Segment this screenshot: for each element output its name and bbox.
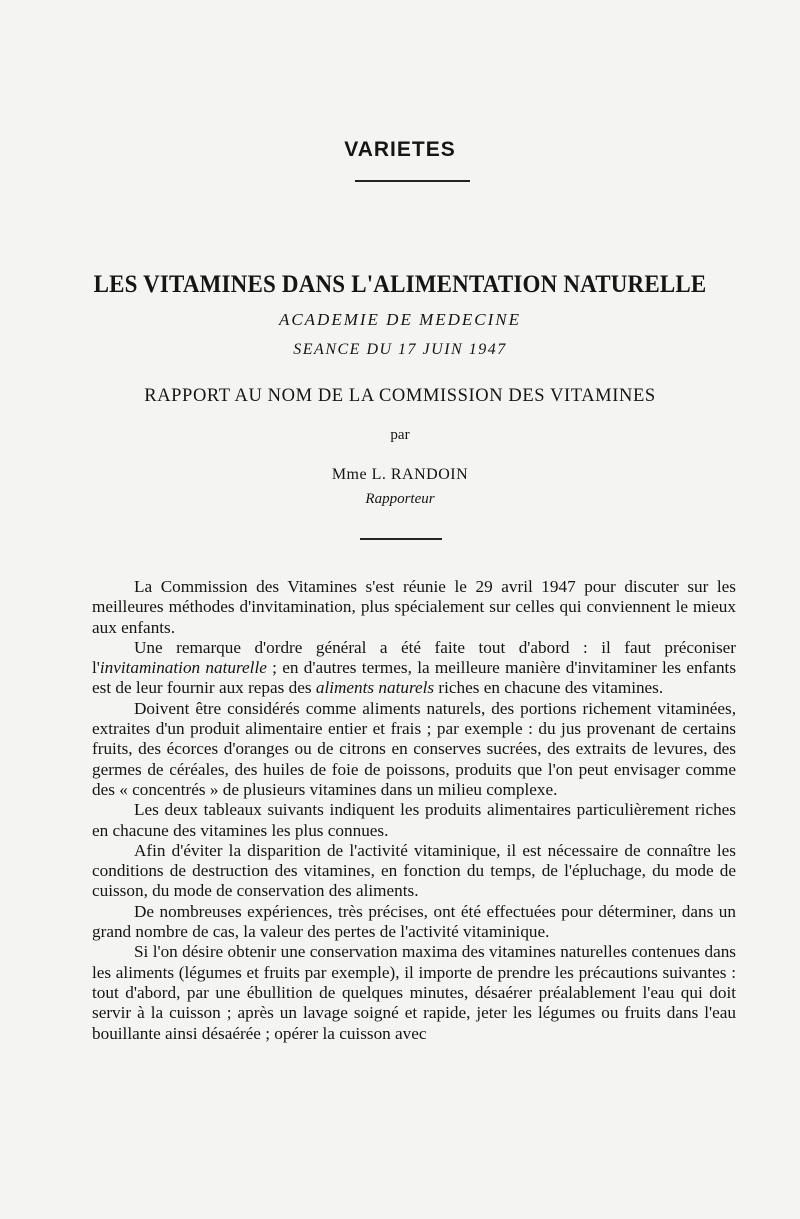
paragraph-2-end: riches en chacune des vitamines. (434, 678, 664, 698)
paragraph-4: Les deux tableaux suivants indiquent les produits alimentaires particulièrement riches en chacune des vitamines les plus connues. (92, 800, 736, 840)
session-line: SEANCE DU 17 JUIN 1947 (293, 341, 507, 358)
paragraph-3: Doivent être considérés comme aliments naturels, des portions richement vitaminées, extraites d'un produit alimentaire entier et frais ; par exemple : du jus provenant de certains fruits, des écorces d'oranges ou de citrons en conserves sucrées, des extraits de levures, des germes de céréales, des huiles de foie de poissons, produits que l'on peut envisager comme des « concentrés » de plusieurs vitamines dans un milieu complexe. (92, 698, 736, 799)
paragraph-2-middle: ; en d'autres termes, la meilleure manière d'invitaminer les enfants est de leur fournir aux repas des (92, 658, 737, 698)
paragraph-1: La Commission des Vitamines s'est réunie le 29 avril 1947 pour discuter sur les meilleures méthodes d'invitamination, plus spécialement sur celles qui conviennent le mieux aux enfants. (92, 577, 736, 637)
paragraph-7: Si l'on désire obtenir une conservation maxima des vitamines naturelles contenues dans les aliments (légumes et fruits par exemple), il importe de prendre les précautions suivantes : tout d'abord, par une ébullition de quelques minutes, désaérer préalablement l'eau qui doit servir à la cuisson ; après un lavage soigné et rapide, jeter les légumes ou fruits dans l'eau bouillante ainsi désaérée ; opérer la cuisson avec (92, 942, 736, 1043)
article-title: LES VITAMINES DANS L'ALIMENTATION NATURELLE (93, 271, 707, 298)
paragraph-2 (92, 638, 736, 699)
author-line: Mme L. RANDOIN (331, 466, 469, 483)
paragraph-6: De nombreuses expériences, très précises, ont été effectuées pour déterminer, dans un grand nombre de cas, la valeur des pertes de l'activité vitaminique. (92, 901, 736, 942)
article-body (92, 577, 736, 1044)
section-divider (355, 180, 470, 182)
paragraph-5: Afin d'éviter la disparition de l'activité vitaminique, il est nécessaire de connaître les conditions de destruction des vitamines, en fonction du temps, de l'épluchage, du mode de cuisson, du mode de conservation des aliments. (92, 840, 736, 901)
section-title: VARIETES (344, 138, 456, 161)
paragraph-2-start: Une remarque d'ordre général a été faite tout d'abord : il faut préconiser l' (92, 637, 736, 678)
author-role: Rapporteur (365, 491, 435, 507)
academy-line: ACADEMIE DE MEDECINE (278, 310, 522, 329)
emphasis-aliments: aliments naturels (315, 678, 435, 698)
title-divider (360, 538, 442, 540)
emphasis-invitamination: invitamination naturelle (99, 658, 267, 678)
report-line: RAPPORT AU NOM DE LA COMMISSION DES VITAMINES (144, 386, 656, 406)
par-line: par (390, 427, 410, 443)
